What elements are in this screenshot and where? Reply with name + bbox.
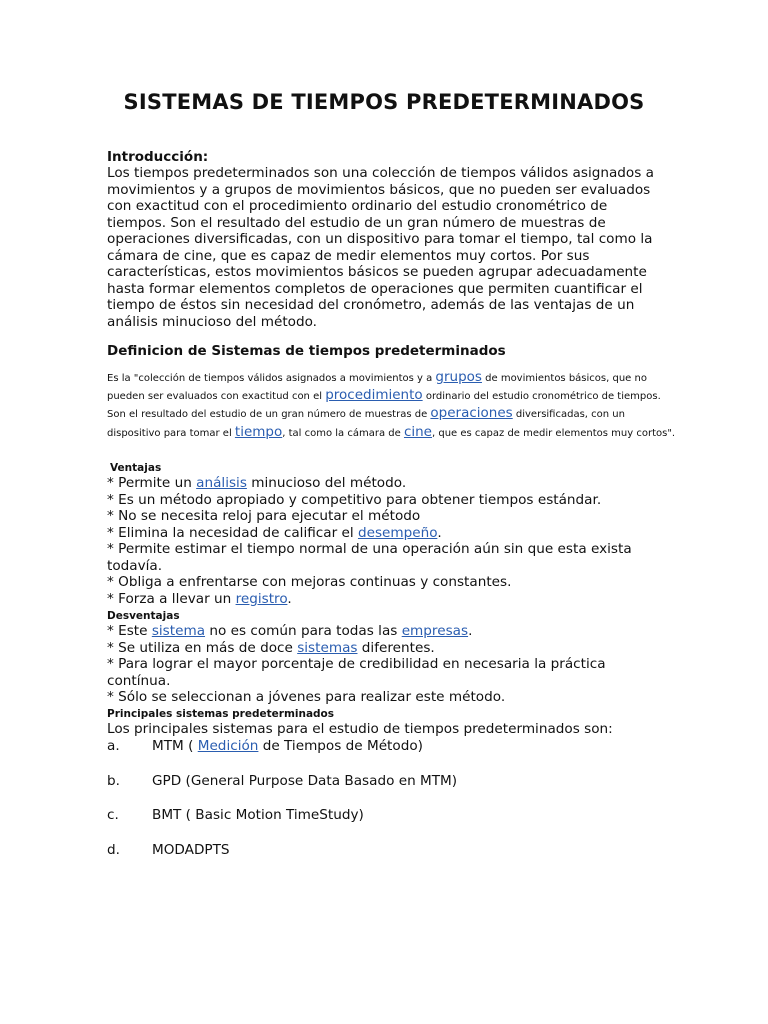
list-item: * Permite estimar el tiempo normal de una operación aún sin que esta exista todavía. xyxy=(107,541,632,574)
definition-text: , que es capaz de medir elementos muy cortos". xyxy=(432,427,676,439)
item-text: GPD (General Purpose Data Basado en MTM) xyxy=(152,772,458,789)
item-letter: b. xyxy=(107,772,120,789)
definition-heading: Definicion de Sistemas de tiempos predeterminados xyxy=(107,343,506,359)
list-item: * Sólo se seleccionan a jóvenes para realizar este método. xyxy=(107,689,506,705)
item-text: . xyxy=(287,590,292,607)
item-letter: a. xyxy=(107,738,120,754)
ventajas-list xyxy=(107,475,667,607)
definition-paragraph xyxy=(107,369,677,442)
intro-paragraph: Los tiempos predeterminados son una colección de tiempos válidos asignados a movimientos y a grupos de movimientos básicos, que no pueden ser evaluados con exactitud con el procedimiento ordinario del estudio cronométrico de tiempos. Son el resultado del estudio de un gran número de muestras de operaciones diversificadas, con un dispositivo para tomar el tiempo, tal como la cámara de cine, que es capaz de medir elementos muy cortos. Por sus características, estos movimientos básicos se pueden agrupar adecuadamente hasta formar elementos completos de operaciones que permiten cuantificar el tiempo de éstos sin necesidad del cronómetro, además de las ventajas de un análisis minucioso del método. xyxy=(107,165,654,330)
link-analisis[interactable]: análisis xyxy=(196,475,247,491)
item-text: BMT ( Basic Motion TimeStudy) xyxy=(152,807,364,824)
principales-intro: Los principales sistemas para el estudio de tiempos predeterminados son: xyxy=(107,721,613,737)
item-text: . xyxy=(437,524,442,541)
item-letter: c. xyxy=(107,807,119,824)
definition-text: , tal como la cámara de xyxy=(282,427,404,439)
item-text: no es común para todas las xyxy=(205,623,402,639)
item-text xyxy=(152,738,423,755)
intro-heading: Introducción: xyxy=(107,149,209,165)
list-item xyxy=(107,475,667,492)
item-text: . xyxy=(468,623,473,639)
item-text: * Forza a llevar un xyxy=(107,590,236,607)
desventajas-list xyxy=(107,623,667,706)
link-sistema[interactable]: sistema xyxy=(151,623,206,639)
page-title: SISTEMAS DE TIEMPOS PREDETERMINADOS xyxy=(123,90,645,114)
item-text-post: de Tiempos de Método) xyxy=(258,738,423,754)
list-item: * Es un método apropiado y competitivo para obtener tiempos estándar. xyxy=(107,491,602,508)
definition-text: Es la "colección de tiempos válidos asignados a movimientos y a xyxy=(107,373,436,384)
link-cine[interactable]: cine xyxy=(403,423,432,440)
link-tiempo[interactable]: tiempo xyxy=(234,423,283,440)
list-item xyxy=(107,640,667,657)
item-text-pre: MTM ( xyxy=(152,738,198,754)
link-procedimiento[interactable]: procedimiento xyxy=(325,387,423,404)
link-empresas[interactable]: empresas xyxy=(401,623,469,639)
item-text: diferentes. xyxy=(357,639,435,656)
link-sistemas[interactable]: sistemas xyxy=(297,639,358,656)
list-item: * Obliga a enfrentarse con mejoras continuas y constantes. xyxy=(107,574,512,590)
list-item: * No se necesita reloj para ejecutar el método xyxy=(107,508,421,524)
definition-text: de movimientos básicos, que no pueden ser evaluados con exactitud con el xyxy=(107,373,647,403)
link-desempeno[interactable]: desempeño xyxy=(357,524,438,541)
list-item xyxy=(107,525,667,542)
item-text: * Elimina la necesidad de calificar el xyxy=(107,524,358,541)
item-text: minucioso del método. xyxy=(246,475,407,491)
list-item xyxy=(107,591,667,608)
item-text: * Se utiliza en más de doce xyxy=(107,639,298,656)
link-medicion[interactable]: Medición xyxy=(197,738,259,754)
ventajas-heading: Ventajas xyxy=(110,462,162,474)
desventajas-heading: Desventajas xyxy=(107,610,180,622)
link-operaciones[interactable]: operaciones xyxy=(430,405,513,422)
item-letter: d. xyxy=(107,841,120,858)
item-text: * Este xyxy=(107,623,152,639)
definition-text: diversificadas, con un dispositivo para tomar el xyxy=(107,409,625,439)
item-text: MODADPTS xyxy=(152,841,230,858)
list-item xyxy=(107,623,667,640)
link-grupos[interactable]: grupos xyxy=(435,369,482,385)
principales-heading: Principales sistemas predeterminados xyxy=(107,708,335,720)
list-item: * Para lograr el mayor porcentaje de credibilidad en necesaria la práctica contínua. xyxy=(107,656,606,689)
definition-text: ordinario del estudio cronométrico de tiempos. Son el resultado del estudio de un gran número de muestras de xyxy=(107,391,661,421)
item-text: * Permite un xyxy=(107,475,197,491)
link-registro[interactable]: registro xyxy=(235,590,288,607)
